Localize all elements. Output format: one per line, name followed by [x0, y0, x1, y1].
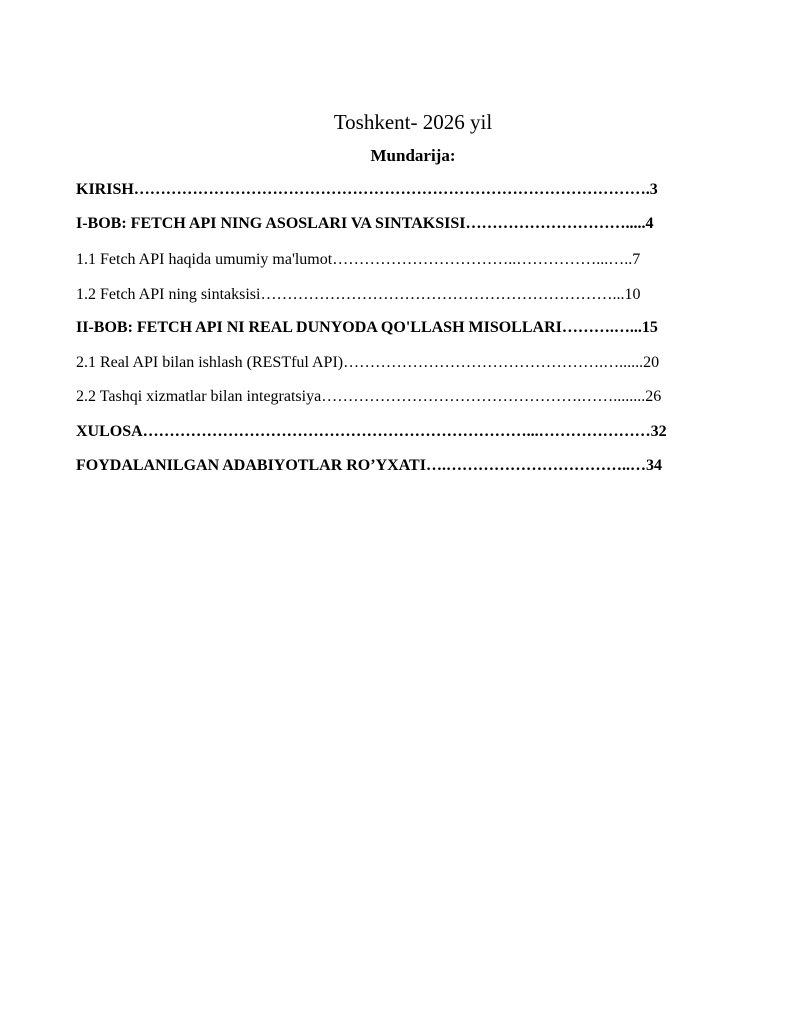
toc-entry-text: 1.2 Fetch API ning sintaksisi…………………………………………………………...10	[76, 286, 641, 303]
toc-entry-text: I-BOB: FETCH API NING ASOSLARI VA SINTAKSISI………………………….....4	[76, 215, 654, 232]
toc-entry-text: 2.1 Real API bilan ishlash (RESTful API)………………………………………….…......20	[76, 354, 660, 371]
toc-entry-section-1-1	[76, 250, 640, 270]
toc-entry-section-2-2	[76, 387, 661, 407]
toc-entry-text: FOYDALANILGAN ADABIYOTLAR RO’YXATI….……………………………..…34	[76, 457, 662, 474]
toc-entry-xulosa	[76, 422, 667, 442]
city-year-heading: Toshkent- 2026 yil	[333, 110, 493, 134]
toc-entry-text: XULOSA………………………………………………………………...…………………32	[76, 423, 667, 440]
toc-entry-text: II-BOB: FETCH API NI REAL DUNYODA QO'LLASH MISOLLARI……….…...15	[76, 319, 658, 336]
toc-entry-chapter-1	[76, 214, 653, 234]
toc-entry-chapter-2	[76, 318, 658, 338]
table-of-contents-title: Mundarija:	[370, 146, 456, 165]
toc-entry-text: KIRISH…………………………………………………………………………………….3	[76, 181, 658, 198]
toc-entry-text: 1.1 Fetch API haqida umumiy ma'lumot……………………………..……………...…..7	[76, 251, 641, 268]
toc-entry-bibliography	[76, 456, 662, 476]
toc-entry-section-2-1	[76, 353, 659, 373]
toc-entry-text: 2.2 Tashqi xizmatlar bilan integratsiya………………………………………….……........26	[76, 388, 662, 405]
toc-entry-section-1-2	[76, 285, 640, 305]
toc-entry-kirish	[76, 180, 658, 200]
